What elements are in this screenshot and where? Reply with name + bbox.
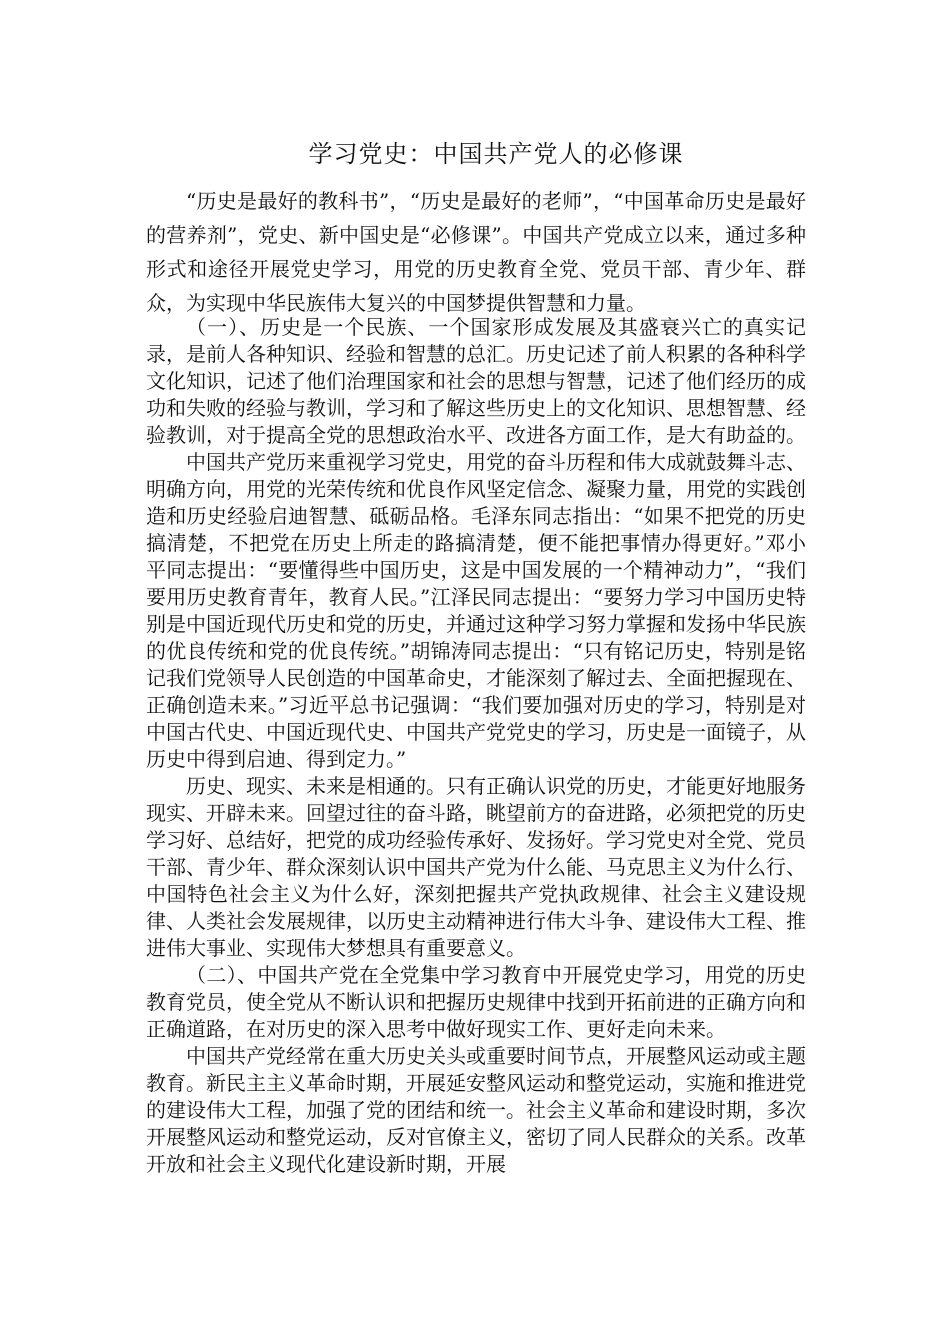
document-page xyxy=(146,134,806,1178)
paragraph-party-history-quotes: 中国共产党历来重视学习党史，用党的奋斗历程和伟大成就鼓舞斗志、明确方向，用党的光荣传统和优良作风坚定信念、凝聚力量，用党的实践创造和历史经验启迪智慧、砥砺品格。毛泽东同志指出：“如果不把党的历史搞清楚，不把党在历史上所走的路搞清楚，便不能把事情办得更好。”邓小平同志提出：“要懂得些中国历史，这是中国发展的一个精神动力”，“我们要用历史教育青年，教育人民。”江泽民同志提出：“要努力学习中国历史特别是中国近现代历史和党的历史，并通过这种学习努力掌握和发扬中华民族的优良传统和党的优良传统。”胡锦涛同志提出：“只有铭记历史，特别是铭记我们党领导人民创造的中国革命史，才能深刻了解过去、全面把握现在、正确创造未来。”习近平总书记强调：“我们要加强对历史的学习，特别是对中国古代史、中国近现代史、中国共产党党史的学习，历史是一面镜子，从历史中得到启迪、得到定力。” xyxy=(146,450,806,771)
document-title: 学习党史：中国共产党人的必修课 xyxy=(308,140,684,168)
paragraph-rectification-campaigns: 中国共产党经常在重大历史关头或重要时间节点，开展整风运动或主题教育。新民主主义革命时期，开展延安整风运动和整党运动，实施和推进党的建设伟大工程，加强了党的团结和统一。社会主义革命和建设时期，多次开展整风运动和整党运动，反对官僚主义，密切了同人民群众的关系。改革开放和社会主义现代化建设新时期，开展 xyxy=(146,1044,806,1176)
paragraph-section-two: （二）、中国共产党在全党集中学习教育中开展党史学习，用党的历史教育党员，使全党从不断认识和把握历史规律中找到开拓前进的正确方向和正确道路，在对历史的深入思考中做好现实工作、更好走向未来。 xyxy=(146,963,806,1041)
paragraph-history-present-future: 历史、现实、未来是相通的。只有正确认识党的历史，才能更好地服务现实、开辟未来。回望过往的奋斗路，眺望前方的奋进路，必须把党的历史学习好、总结好，把党的成功经验传承好、发扬好。学习党史对全党、党员干部、青少年、群众深刻认识中国共产党为什么能、马克思主义为什么行、中国特色社会主义为什么好，深刻把握共产党执政规律、社会主义建设规律、人类社会发展规律，以历史主动精神进行伟大斗争、建设伟大工程、推进伟大事业、实现伟大梦想具有重要意义。 xyxy=(146,774,806,960)
paragraph-section-one: （一）、历史是一个民族、一个国家形成发展及其盛衰兴亡的真实记录，是前人各种知识、经验和智慧的总汇。历史记述了前人积累的各种科学文化知识，记述了他们治理国家和社会的思想与智慧，记述了他们经历的成功和失败的经验与教训，学习和了解这些历史上的文化知识、思想智慧、经验教训，对于提高全党的思想政治水平、改进各方面工作，是大有助益的。 xyxy=(146,315,806,447)
paragraph-intro: “历史是最好的教科书”，“历史是最好的老师”，“中国革命历史是最好的营养剂”，党史、新中国史是“必修课”。中国共产党成立以来，通过多种形式和途径开展党史学习，用党的历史教育全党、党员干部、青少年、群众，为实现中华民族伟大复兴的中国梦提供智慧和力量。 xyxy=(146,189,806,315)
